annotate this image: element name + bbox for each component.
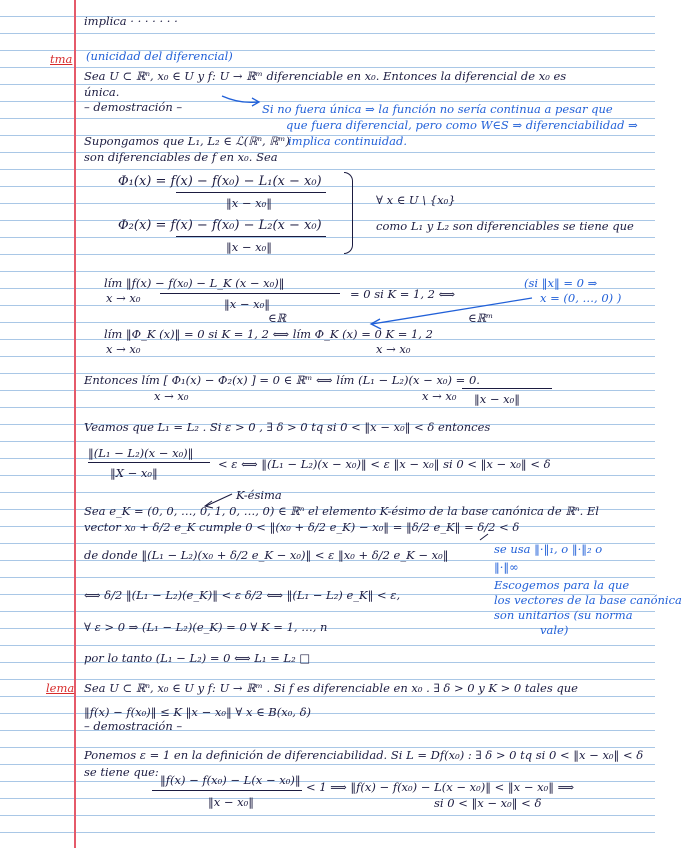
- note-line-entonces-den: ‖x − x₀‖: [474, 392, 521, 406]
- note-line-supongamos-2: son diferenciables de f en x₀. Sea: [84, 150, 278, 164]
- note-line-de-donde: de donde ‖(L₁ − L₂)(x₀ + δ/2 e_K − x₀)‖ < ε ‖x₀ + δ/2 e_K − x₀‖: [84, 548, 449, 562]
- note-line-final-den: ‖x − x₀‖: [208, 795, 255, 809]
- note-line-tma-stmt-1: Sea U ⊂ ℝⁿ, x₀ ∈ U y f: U → ℝᵐ diferenciable en x₀. Entonces la diferencial de x₀ es: [84, 69, 567, 83]
- note-line-se-tiene: se tiene que:: [84, 765, 159, 779]
- note-line-entonces: Entonces lím [ Φ₁(x) − Φ₂(x) ] = 0 ∈ ℝᵐ ⟺ lím (L₁ − L₂)(x − x₀) = 0.: [84, 373, 480, 387]
- note-line-note-2a: (si ‖x‖ = 0 ⇒: [524, 276, 598, 290]
- arrow-note-3: [480, 534, 488, 540]
- note-line-note-3f: vale): [540, 623, 569, 637]
- note-line-r-super-1: ∈ℝ: [268, 311, 287, 325]
- note-line-demo-2: – demostración –: [84, 719, 183, 733]
- note-line-final-num: ‖f(x) − f(x₀) − L(x − x₀)‖: [160, 773, 301, 787]
- note-line-ineq1-num: ‖(L₁ − L₂)(x − x₀)‖: [88, 446, 194, 460]
- note-line-note-2b: x = (0, …, 0) ): [540, 291, 622, 305]
- note-line-lema-label: lema: [46, 681, 75, 695]
- note-line-note-3a: se usa ‖·‖₁, o ‖·‖₂ o: [494, 542, 603, 556]
- note-line-vector: vector x₀ + δ/2 e_K cumple 0 < ‖(x₀ + δ/2 e_K) − x₀‖ = ‖δ/2 e_K‖ = δ/2 < δ: [84, 520, 520, 534]
- note-line-final-sub: si 0 < ‖x − x₀‖ < δ: [434, 796, 542, 810]
- note-line-tma-label: tma: [50, 52, 73, 66]
- note-line-lim2: lím ‖Φ_K (x)‖ = 0 si K = 1, 2 ⟺ lím Φ_K (x) = 0 K = 1, 2: [104, 327, 433, 341]
- note-line-lim1-den: ‖x − x₀‖: [224, 297, 271, 311]
- note-line-note-1a: Si no fuera única ⇒ la función no sería continua a pesar que: [262, 102, 613, 116]
- note-line-lim2-sub-b: x → x₀: [376, 342, 411, 356]
- note-line-demo-1: – demostración –: [84, 100, 183, 114]
- note-line-forall-eps: ∀ ε > 0 ⇒ (L₁ − L₂)(e_K) = 0 ∀ K = 1, …, n: [84, 620, 328, 634]
- arrow-k-esima: [206, 494, 232, 506]
- note-line-final-rhs: < 1 ⟹ ‖f(x) − f(x₀) − L(x − x₀)‖ < ‖x − x₀‖ ⟹: [306, 780, 575, 794]
- note-line-ineq1-rhs: < ε ⟺ ‖(L₁ − L₂)(x − x₀)‖ < ε ‖x − x₀‖ si 0 < ‖x − x₀‖ < δ: [218, 457, 551, 471]
- note-line-lema-stmt-1: Sea U ⊂ ℝⁿ, x₀ ∈ U y f: U → ℝᵐ . Si f es diferenciable en x₀ . ∃ δ > 0 y K > 0 tales que: [84, 681, 578, 695]
- arrow-note-2: [372, 298, 532, 324]
- note-line-phi1-den: ‖x − x₀‖: [226, 196, 273, 210]
- note-line-entonces-sub-b: x → x₀: [422, 389, 457, 403]
- note-line-lim1-sub: x → x₀: [106, 291, 141, 305]
- note-line-ineq1-den: ‖X − x₀‖: [110, 466, 158, 480]
- note-line-tma-title: (unicidad del diferencial): [86, 49, 233, 63]
- note-line-k-esima: K-ésima: [236, 488, 282, 502]
- note-line-tma-stmt-2: única.: [84, 85, 120, 99]
- note-line-note-3e: son unitarios (su norma: [494, 608, 633, 622]
- note-line-lim1-rhs: = 0 si K = 1, 2 ⟺: [350, 287, 456, 301]
- note-line-ponemos: Ponemos ε = 1 en la definición de diferenciabilidad. Si L = Df(x₀) : ∃ δ > 0 tq si 0 < ‖x − x₀‖ < δ: [84, 748, 644, 762]
- note-line-forall-x: ∀ x ∈ U \ {x₀}: [376, 193, 456, 207]
- note-line-entonces-sub-a: x → x₀: [154, 389, 189, 403]
- note-line-lim1-lhs: lím ‖f(x) − f(x₀) − L_K (x − x₀)‖: [104, 276, 285, 290]
- note-line-note-3c: Escogemos para la que: [494, 578, 630, 592]
- note-line-como-line: como L₁ y L₂ son diferenciables se tiene que: [376, 219, 634, 233]
- note-line-top-cut: implica · · · · · · ·: [84, 14, 178, 28]
- note-line-phi1-num: Φ₁(x) = f(x) − f(x₀) − L₁(x − x₀): [118, 174, 322, 189]
- note-line-sea-ek: Sea e_K = (0, 0, …, 0, 1, 0, …, 0) ∈ ℝⁿ el elemento K-ésimo de la base canónica de ℝⁿ. El: [84, 504, 599, 518]
- note-line-phi2-den: ‖x − x₀‖: [226, 240, 273, 254]
- note-line-note-1b: que fuera diferencial, pero como W∈S ⇒ diferenciabilidad ⇒: [286, 118, 638, 132]
- note-line-lema-stmt-2: ‖f(x) − f(x₀)‖ ≤ K ‖x − x₀‖ ∀ x ∈ B(x₀, δ): [84, 705, 312, 719]
- note-line-supongamos-1: Supongamos que L₁, L₂ ∈ ℒ(ℝⁿ, ℝᵐ): [84, 134, 290, 148]
- note-line-note-1c: implica continuidad.: [288, 134, 408, 148]
- arrow-note-1: [222, 96, 258, 102]
- note-line-phi2-num: Φ₂(x) = f(x) − f(x₀) − L₂(x − x₀): [118, 218, 322, 233]
- note-line-r-super-2: ∈ℝᵐ: [468, 311, 494, 325]
- note-line-note-3b: ‖·‖∞: [494, 560, 519, 574]
- note-line-note-3d: los vectores de la base canónica: [494, 593, 682, 607]
- note-line-por-tanto: por lo tanto (L₁ − L₂) = 0 ⟺ L₁ = L₂ □: [84, 651, 311, 665]
- note-line-veamos: Veamos que L₁ = L₂ . Si ε > 0 , ∃ δ > 0 tq si 0 < ‖x − x₀‖ < δ entonces: [84, 420, 491, 434]
- note-line-lim2-sub-a: x → x₀: [106, 342, 141, 356]
- note-line-iff-line: ⟺ δ/2 ‖(L₁ − L₂)(e_K)‖ < ε δ/2 ⟺ ‖(L₁ − L₂) e_K‖ < ε,: [84, 588, 401, 602]
